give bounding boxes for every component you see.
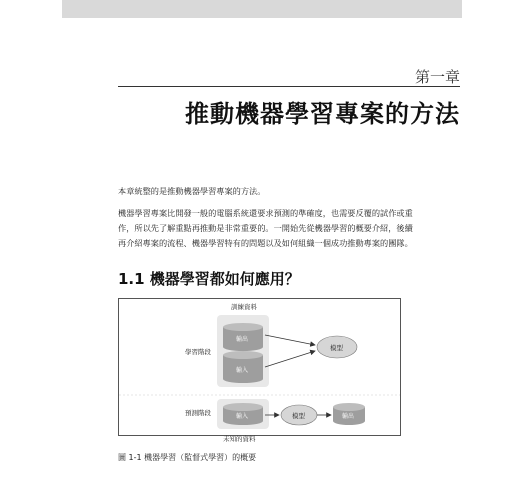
prediction-input-label: 輸入 [236, 413, 249, 420]
output-label: 輸出 [236, 336, 249, 343]
figure-caption: 圖 1-1 機器學習（監督式學習）的概要 [118, 453, 257, 462]
input-label: 輸入 [236, 367, 249, 374]
learning-stage-label: 學習階段 [185, 348, 211, 356]
top-header-bar [62, 0, 462, 18]
ml-overview-diagram [119, 299, 400, 443]
body-paragraph: 機器學習專案比開發一般的電腦系統還要求預測的準確度，也需要反覆的試作或重作，所以先了解重點再推動是非常重要的。一開始先從機器學習的概要介紹，後續再介紹專案的流程、機器學習特有的問題以及如何組織一個成功推動專案的團隊。 [118, 208, 413, 248]
figure-diagram [118, 298, 401, 443]
input-to-model-arrow [265, 351, 315, 367]
prediction-output-label: 輸出 [342, 413, 355, 420]
section-heading: 1.1 機器學習都如何應用？ [118, 270, 300, 288]
unknown-data-label: 未知的資料 [223, 435, 256, 443]
learning-model-label: 模型 [330, 344, 343, 352]
output-to-model-arrow [265, 335, 315, 345]
chapter-divider [118, 86, 460, 87]
chapter-title: 推動機器學習專案的方法 [185, 100, 460, 128]
training-data-label: 訓練資料 [231, 303, 257, 311]
intro-paragraph: 本章統整的是推動機器學習專案的方法。 [118, 186, 266, 196]
prediction-model-label: 模型 [292, 412, 305, 420]
chapter-label: 第一章 [414, 68, 460, 86]
prediction-stage-label: 預測階段 [185, 409, 211, 417]
